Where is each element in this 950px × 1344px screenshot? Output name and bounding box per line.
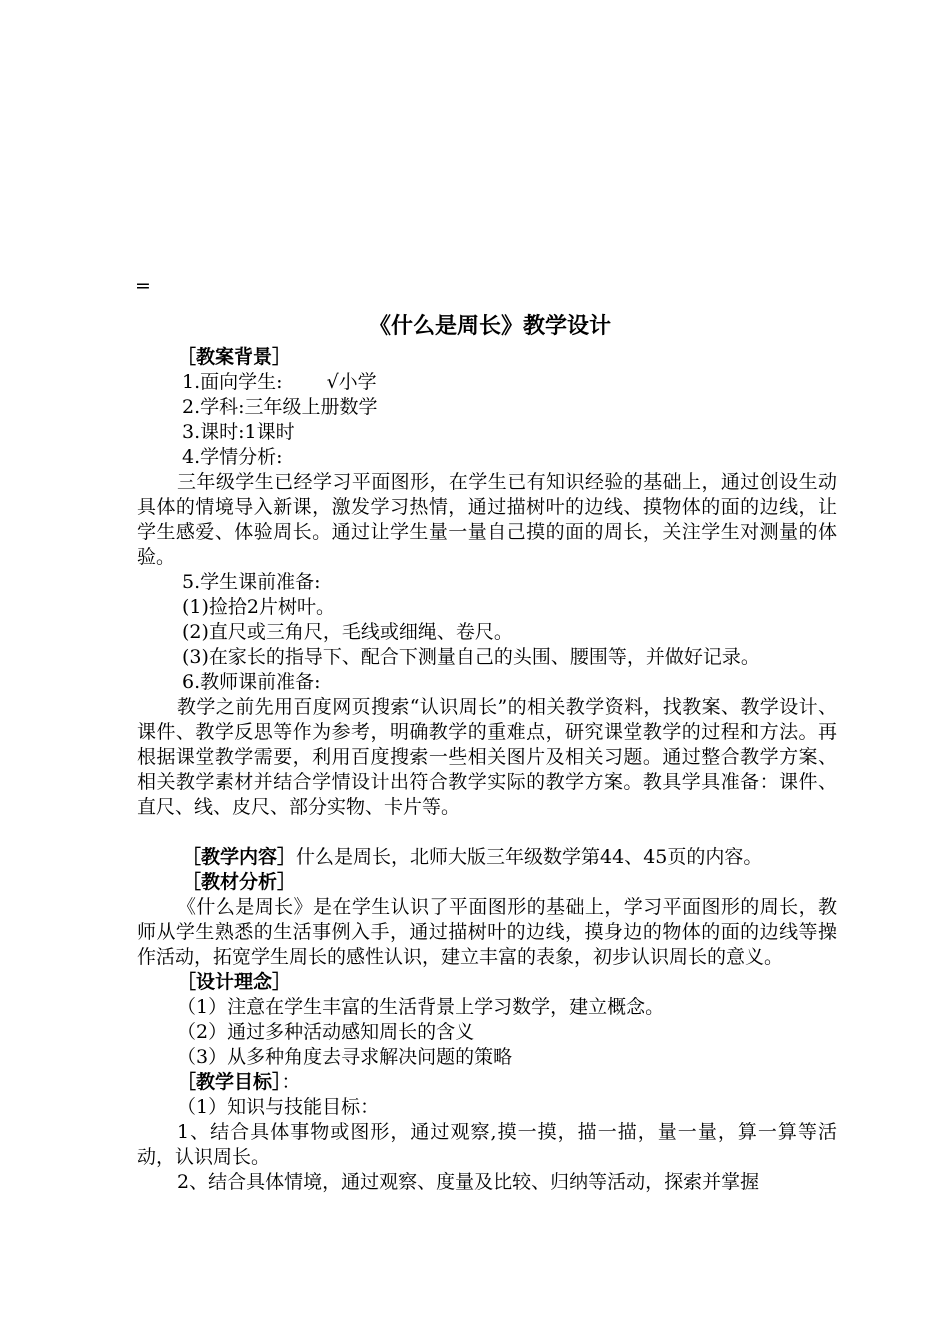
background-item-student-prep: 5.学生课前准备: xyxy=(182,571,321,593)
background-item-students: 1.面向学生: √小学 xyxy=(182,371,377,393)
material-paragraph: 《什么是周长》是在学生认识了平面图形的基础上，学习平面图形的周长，教师从学生熟悉的生活事例入手，通过描树叶的边线，摸身边的物体的面的边线等操作活动，拓宽学生周长的感性认识，建立丰富的表象，初步认识周长的意义。 xyxy=(137,896,837,968)
background-item-subject: 2.学科:三年级上册数学 xyxy=(182,396,378,418)
goal-item: 1、结合具体事物或图形，通过观察,摸一摸，描一描，量一量，算一算等活动，认识周长。 xyxy=(137,1121,837,1168)
section-heading-goals: ［教学目标］ xyxy=(177,1071,282,1093)
analysis-paragraph: 三年级学生已经学习平面图形，在学生已有知识经验的基础上，通过创设生动具体的情境导入新课，激发学习热情，通过描树叶的边线、摸物体的面的边线，让学生感爱、体验周长。通过让学生量一量自己摸的面的周长，关注学生对测量的体验。 xyxy=(137,471,837,568)
design-item: （2）通过多种活动感知周长的含义 xyxy=(177,1021,475,1043)
content-line xyxy=(137,845,837,870)
goal-item: 2、结合具体情境，通过观察、度量及比较、归纳等活动，探索并掌握 xyxy=(177,1171,760,1193)
spacer xyxy=(137,820,837,845)
student-prep-item: (3)在家长的指导下、配合下测量自己的头围、腰围等，并做好记录。 xyxy=(182,646,760,668)
design-item: （3）从多种角度去寻求解决问题的策略 xyxy=(177,1046,513,1068)
goals-subheading: （1）知识与技能目标： xyxy=(177,1096,380,1118)
background-item-hours: 3.课时:1课时 xyxy=(182,421,295,443)
section-heading-background: ［教案背景］ xyxy=(177,346,292,368)
background-item-teacher-prep: 6.教师课前准备: xyxy=(182,671,321,693)
design-item: （1）注意在学生丰富的生活背景上学习数学，建立概念。 xyxy=(177,996,665,1018)
content-text: 什么是周长，北师大版三年级数学第44、45页的内容。 xyxy=(296,846,763,868)
section-heading-material: ［教材分析］ xyxy=(182,871,297,893)
section-heading-content: ［教学内容］ xyxy=(182,846,297,868)
document-body xyxy=(137,345,837,1195)
goals-heading-line xyxy=(137,1070,837,1095)
background-item-analysis: 4.学情分析: xyxy=(182,446,283,468)
document-title: 《什么是周长》教学设计 xyxy=(368,313,611,339)
section-heading-design: ［设计理念］ xyxy=(177,971,292,993)
student-prep-item: (2)直尺或三角尺，毛线或细绳、卷尺。 xyxy=(182,621,513,643)
page-marker: = xyxy=(135,275,151,297)
goals-heading-suffix: ： xyxy=(281,1071,301,1093)
teacher-prep-paragraph: 教学之前先用百度网页搜索“认识周长”的相关教学资料，找教案、教学设计、课件、教学反思等作为参考，明确教学的重难点，研究课堂教学的过程和方法。再根据课堂教学需要，利用百度搜索一些相关图片及相关习题。通过整合教学方案、相关教学素材并结合学情设计出符合教学实际的教学方案。教具学具准备：课件、直尺、线、皮尺、部分实物、卡片等。 xyxy=(137,696,837,818)
student-prep-item: (1)捡拾2片树叶。 xyxy=(182,596,336,618)
